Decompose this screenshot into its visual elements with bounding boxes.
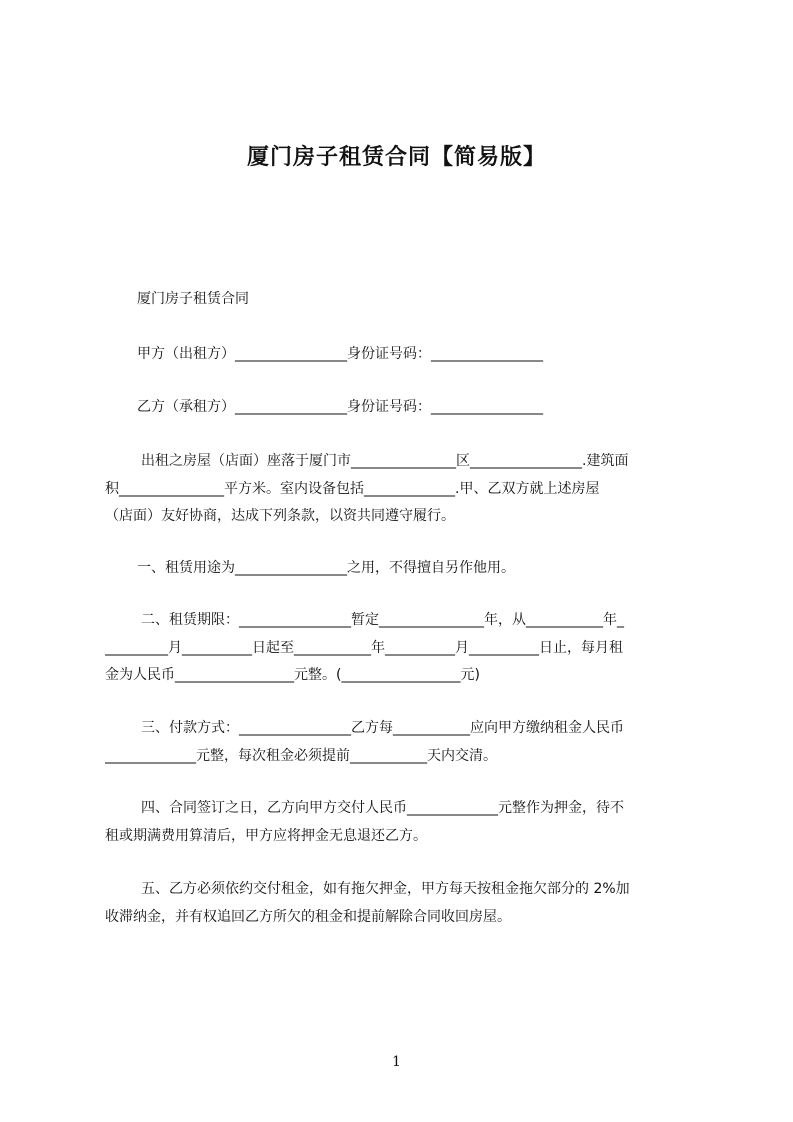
premises-line-2: 积_______________平方米。室内设备包括_____________.甲、乙双方就上述房屋 — [105, 480, 600, 497]
party-b-text: 乙方（承租方）________________身份证号码：________________ — [137, 399, 543, 415]
premises-line-3: （店面）友好协商，达成下列条款，以资共同遵守履行。 — [105, 508, 455, 524]
clause-2 — [105, 607, 700, 690]
clause-3 — [105, 715, 700, 770]
clause-1 — [105, 555, 700, 583]
clause-2-line-1: 二、租赁期限：________________暂定_______________年，从___________年_ — [141, 612, 624, 628]
document-title: 厦门房子租赁合同【简易版】 — [246, 145, 546, 170]
clause-3-line-2: _____________元整，每次租金必须提前___________天内交清。 — [105, 747, 497, 764]
contract-subtitle — [105, 286, 700, 314]
clause-2-line-2: _________月__________日起至___________年__________月__________日止，每月租 — [105, 639, 623, 656]
premises-paragraph — [105, 448, 700, 531]
clause-4-line-1: 四、合同签订之日，乙方向甲方交付人民币_____________元整作为押金，待不 — [141, 800, 624, 816]
page-number: 1 — [392, 1054, 401, 1070]
premises-line-1: 出租之房屋（店面）座落于厦门市_______________区________________.建筑面 — [141, 453, 629, 469]
party-b-line — [105, 394, 700, 422]
clause-4 — [105, 795, 700, 850]
clause-5 — [105, 876, 700, 931]
party-a-line — [105, 341, 700, 369]
clause-3-line-1: 三、付款方式：________________乙方每___________应向甲方缴纳租金人民币 — [141, 720, 624, 736]
clause-5-line-2: 收滞纳金，并有权追回乙方所欠的租金和提前解除合同收回房屋。 — [105, 908, 511, 925]
clause-1-text: 一、租赁用途为________________之用，不得擅自另作他用。 — [137, 560, 515, 576]
clause-2-line-3: 金为人民币_________________元整。(_________________元) — [105, 667, 480, 683]
clause-4-line-2: 租或期满费用算清后，甲方应将押金无息退还乙方。 — [105, 827, 427, 844]
contract-subtitle-text: 厦门房子租赁合同 — [137, 291, 249, 307]
clause-5-line-1: 五、乙方必须依约交付租金，如有拖欠押金，甲方每天按租金拖欠部分的 2%加 — [141, 881, 630, 897]
party-a-text: 甲方（出租方）________________身份证号码：________________ — [137, 346, 543, 362]
